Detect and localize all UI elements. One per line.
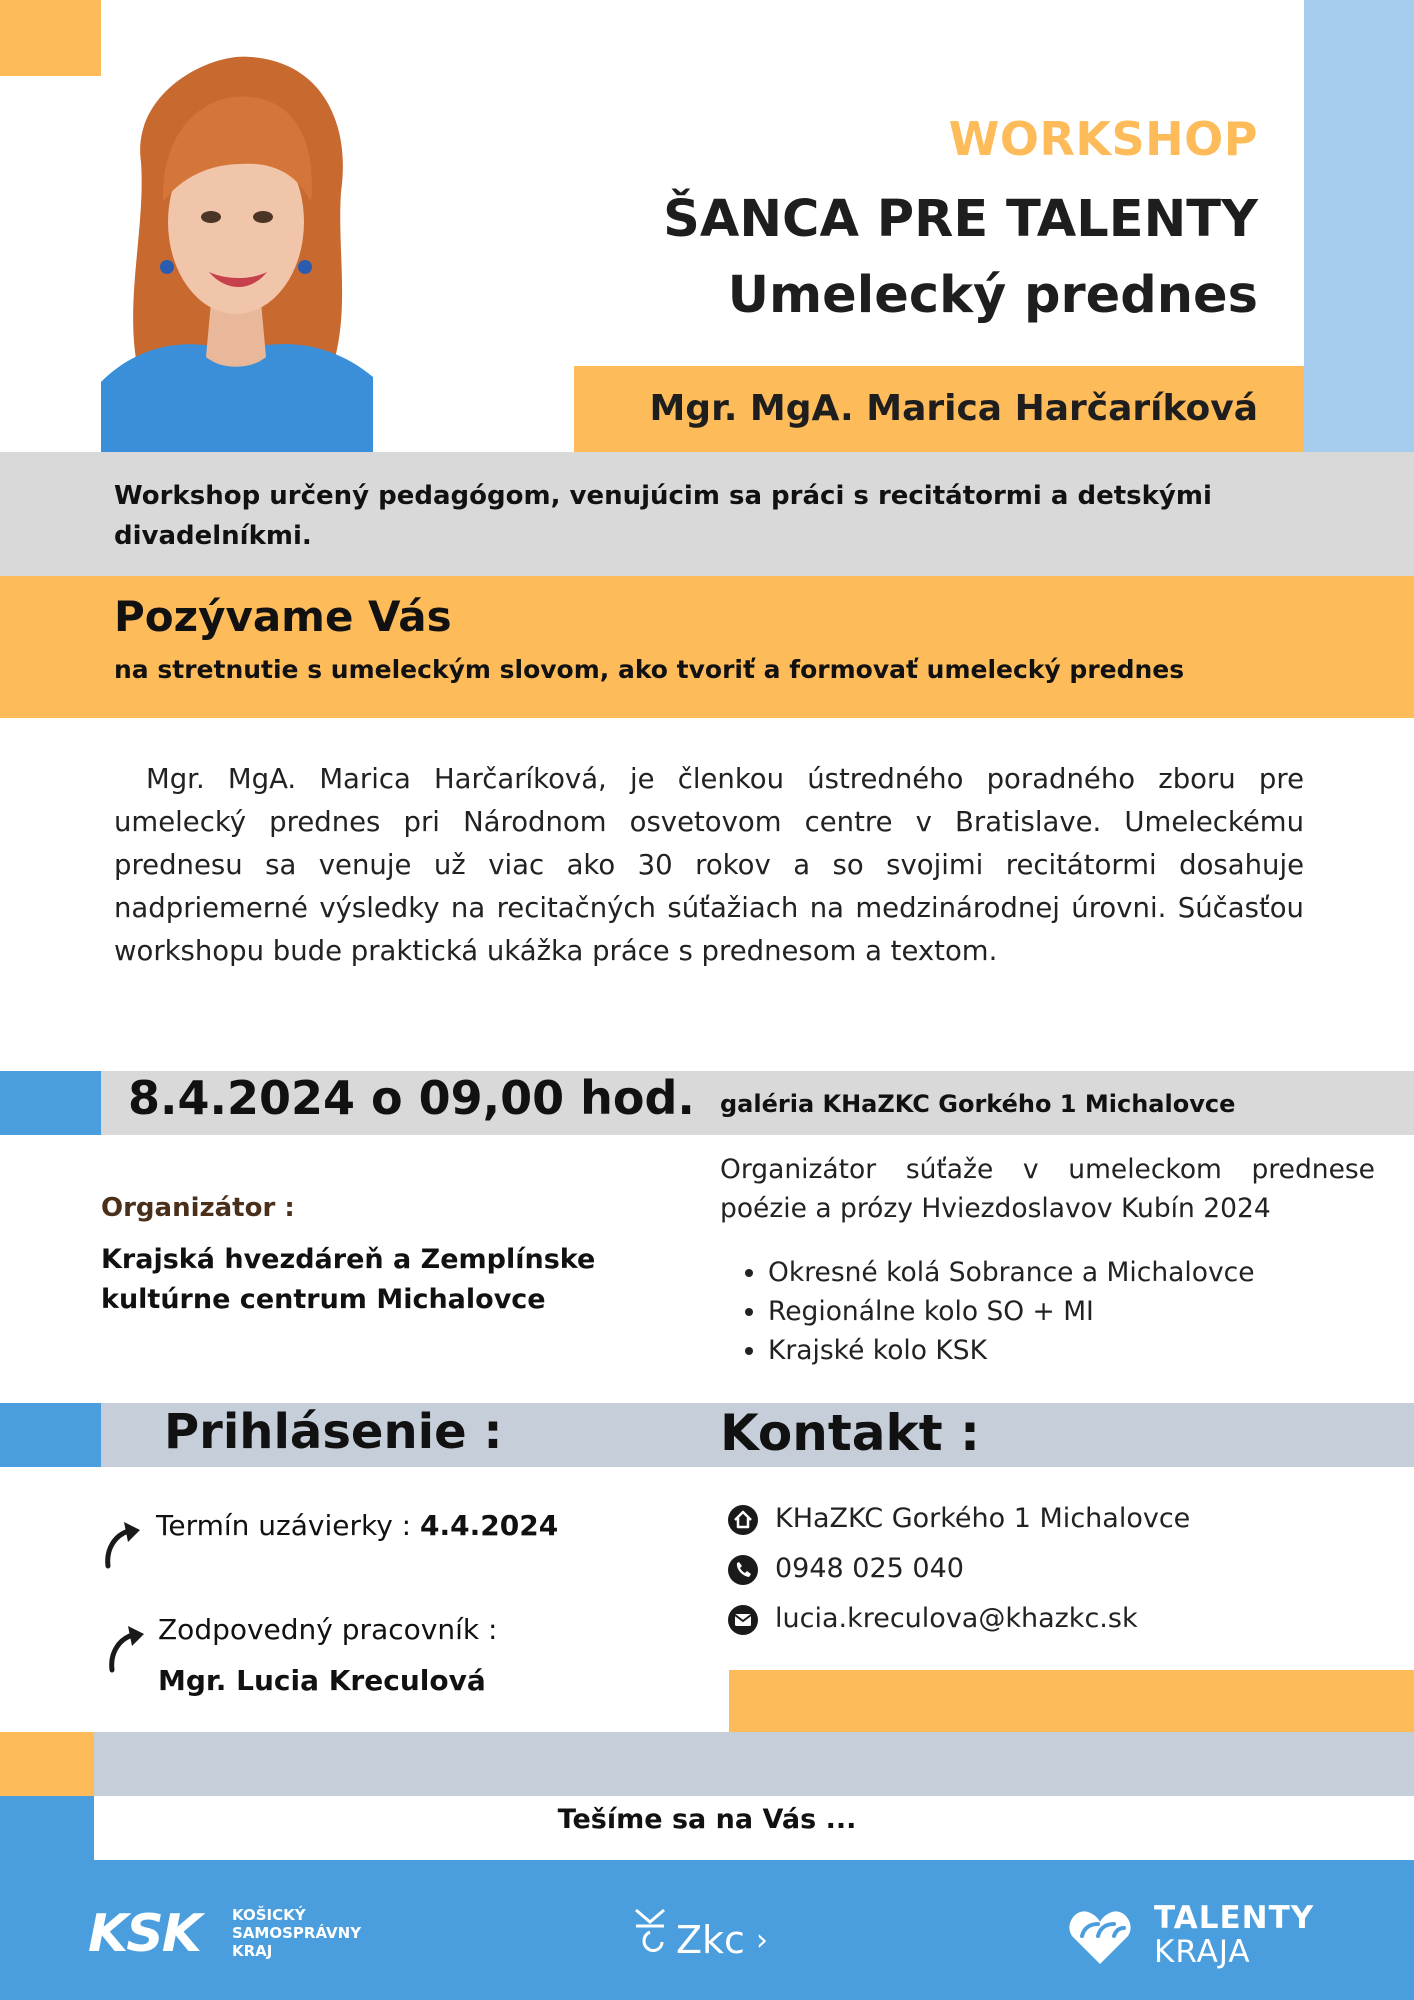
contact-phone: 0948 025 040 [775, 1553, 964, 1584]
home-icon [727, 1504, 759, 1536]
contact-address: KHaZKC Gorkého 1 Michalovce [775, 1503, 1191, 1534]
ksk-logo-line1: KOŠICKÝ [232, 1906, 306, 1924]
talenty-kraja-logo [1068, 1898, 1338, 1970]
zkc-mark-icon [632, 1904, 668, 1956]
contact-accent-block [729, 1670, 1414, 1732]
list-item: • Okresné kolá Sobrance a Michalovce [768, 1253, 1255, 1292]
talenty-heart-icon [1068, 1906, 1132, 1966]
date-band-accent [0, 1071, 101, 1135]
curved-arrow-icon [100, 1520, 146, 1570]
bottom-slate-band [94, 1732, 1414, 1796]
zkc-logo [632, 1900, 782, 1970]
contact-email[interactable]: lucia.kreculova@khazkc.sk [775, 1603, 1138, 1634]
page-title: ŠANCA PRE TALENTY [663, 190, 1258, 249]
eyebrow-workshop: WORKSHOP [948, 112, 1258, 166]
side-bar-top-right [1304, 0, 1414, 452]
page-subtitle: Umelecký prednes [727, 266, 1258, 325]
contact-heading: Kontakt : [720, 1404, 981, 1462]
organizer-description: Organizátor súťaže v umeleckom prednese poézie a prózy Hviezdoslavov Kubín 2024 [720, 1154, 1375, 1224]
deadline-value: 4.4.2024 [420, 1509, 559, 1542]
deadline-label: Termín uzávierky : [156, 1509, 421, 1542]
section-band-accent [0, 1403, 101, 1467]
zkc-logo-text: Zkc [676, 1918, 745, 1962]
talenty-logo-line2: KRAJA [1154, 1934, 1251, 1970]
invite-subheading: na stretnutie s umeleckým slovom, ako tvoriť a formovať umelecký prednes [114, 655, 1185, 684]
ksk-logo [88, 1900, 378, 1970]
talenty-logo-line1: TALENTY [1154, 1900, 1315, 1936]
list-item: • Krajské kolo KSK [768, 1331, 1255, 1370]
organizer-name: Krajská hvezdáreň a Zemplínske kultúrne centrum Michalovce [101, 1244, 596, 1315]
curved-arrow-icon [104, 1624, 150, 1674]
speaker-portrait [101, 52, 373, 452]
organizer-label: Organizátor : [101, 1193, 295, 1223]
deadline [156, 1509, 558, 1542]
intro-text: Workshop určený pedagógom, venujúcim sa práci s recitátormi a detskými divadelníkmi. [114, 481, 1212, 551]
phone-icon [727, 1554, 759, 1586]
speaker-name: Mgr. MgA. Marica Harčaríková [649, 388, 1258, 429]
bio-paragraph: Mgr. MgA. Marica Harčaríková, je členkou ústredného poradného zboru pre umelecký prednes pri Národnom osvetovom centre v Bratislave. Umeleckému prednesu sa venuje už viac ako 30 rokov a so svojimi recitátormi dosahuje nadpriemerné výsledky na recitačných súťažiach na medzinárodnej úrovni. Súčasťou workshopu bude praktická ukážka práce s prednesom a textom. [114, 763, 1304, 967]
ksk-logo-mark: KSK [88, 1904, 201, 1964]
invite-heading: Pozývame Vás [114, 592, 452, 641]
event-date: 8.4.2024 o 09,00 hod. [128, 1071, 695, 1125]
event-venue: galéria KHaZKC Gorkého 1 Michalovce [720, 1090, 1236, 1118]
worker-name: Mgr. Lucia Kreculová [158, 1664, 486, 1697]
chevron-right-icon: › [756, 1923, 768, 1958]
ksk-logo-line3: KRAJ [232, 1942, 273, 1960]
list-item: • Regionálne kolo SO + MI [768, 1292, 1255, 1331]
corner-block-top-left [0, 0, 101, 76]
ksk-logo-line2: SAMOSPRÁVNY [232, 1924, 362, 1942]
rounds-list [768, 1253, 1255, 1370]
registration-heading: Prihlásenie : [164, 1404, 503, 1460]
closing-text: Tešíme sa na Vás ... [557, 1804, 857, 1835]
bottom-left-orange [0, 1732, 94, 1796]
worker-label: Zodpovedný pracovník : [158, 1613, 498, 1646]
mail-icon [727, 1604, 759, 1636]
